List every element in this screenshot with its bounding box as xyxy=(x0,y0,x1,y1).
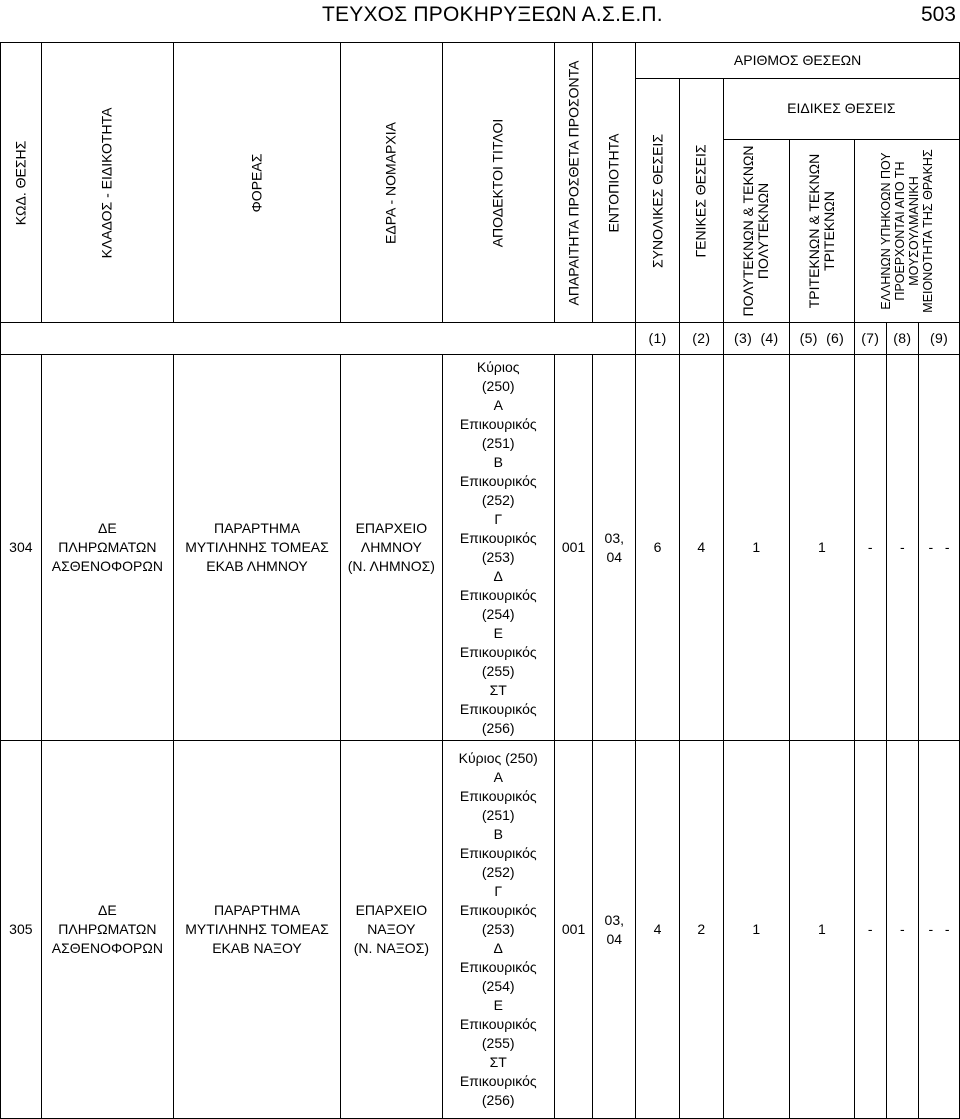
title-line: Γ xyxy=(494,883,503,899)
count-col-9: - - xyxy=(919,355,960,741)
title-line: Κύριος xyxy=(476,358,520,375)
position-branch: ΔΕ ΠΛΗΡΩΜΑΤΩΝ ΑΣΘΕΝΟΦΟΡΩΝ xyxy=(41,741,173,1119)
title-line: Κύριος (250) xyxy=(458,750,538,766)
title-line: (253) xyxy=(481,921,515,937)
col-number: (3) (4) xyxy=(723,323,789,355)
title-line: Επικουρικός xyxy=(459,1073,537,1089)
table-row xyxy=(1,355,960,741)
title-line: (251) xyxy=(481,807,515,823)
page-number: 503 xyxy=(920,3,956,26)
qualifications-code: 001 xyxy=(554,355,593,741)
header-positions-group: ΑΡΙΘΜΟΣ ΘΕΣΕΩΝ xyxy=(636,43,960,79)
title-line: (252) xyxy=(481,491,515,508)
column-numbers-row xyxy=(1,323,960,355)
title-line: Επικουρικός xyxy=(459,472,537,489)
header-qualifications: ΑΠΑΡΑΙΤΗΤΑ ΠΡΟΣΘΕΤΑ ΠΡΟΣΟΝΤΑ xyxy=(554,43,593,323)
position-code: 304 xyxy=(1,355,42,741)
position-agency: ΠΑΡΑΡΤΗΜΑ ΜΥΤΙΛΗΝΗΣ ΤΟΜΕΑΣ ΕΚΑΒ ΝΑΞΟΥ xyxy=(174,741,341,1119)
title-line: Επικουρικός xyxy=(459,845,537,861)
title-line: Επικουρικός xyxy=(459,643,537,660)
title-line: Α xyxy=(493,396,503,413)
count-three-children: 1 xyxy=(789,741,854,1119)
title-line: Ε xyxy=(493,624,503,641)
title-line: (252) xyxy=(481,864,515,880)
accepted-titles xyxy=(442,741,554,1119)
count-total: 6 xyxy=(636,355,680,741)
locality-codes: 03, 04 xyxy=(593,355,636,741)
position-code: 305 xyxy=(1,741,42,1119)
title-line: Β xyxy=(493,453,503,470)
count-many-children: 1 xyxy=(723,355,789,741)
title-line: (254) xyxy=(481,978,515,994)
header-seat: ΕΔΡΑ - ΝΟΜΑΡΧΙΑ xyxy=(340,43,442,323)
header-muslim-minority: ΕΛΛΗΝΩΝ ΥΠΗΚΟΩΝ ΠΟΥ ΠΡΟΕΡΧΟΝΤΑΙ ΑΠΟ ΤΗ ΜΟΥΣΟΥΛΜΑΝΙΚΗ ΜΕΙΟΝΟΤΗΤΑ ΤΗΣ ΘΡΑΚΗΣ xyxy=(854,139,959,322)
count-col-9: - - xyxy=(919,741,960,1119)
header-general: ΓΕΝΙΚΕΣ ΘΕΣΕΙΣ xyxy=(679,79,723,323)
title-line: Επικουρικός xyxy=(459,529,537,546)
col-number: (2) xyxy=(679,323,723,355)
title-line: (256) xyxy=(481,719,515,736)
count-col-7: - xyxy=(854,355,886,741)
publication-title: ΤΕΥΧΟΣ ΠΡΟΚΗΡΥΞΕΩΝ Α.Σ.Ε.Π. xyxy=(322,3,663,26)
position-branch: ΔΕ ΠΛΗΡΩΜΑΤΩΝ ΑΣΘΕΝΟΦΟΡΩΝ xyxy=(41,355,173,741)
title-line: Επικουρικός xyxy=(459,1016,537,1032)
header-total: ΣΥΝΟΛΙΚΕΣ ΘΕΣΕΙΣ xyxy=(636,79,680,323)
title-line: Επικουρικός xyxy=(459,700,537,717)
count-general: 4 xyxy=(679,355,723,741)
header-branch: ΚΛΑΔΟΣ - ΕΙΔΙΚΟΤΗΤΑ xyxy=(41,43,173,323)
title-line: Δ xyxy=(493,940,503,956)
count-col-7: - xyxy=(854,741,886,1119)
title-line: (251) xyxy=(481,434,515,451)
col-number: (8) xyxy=(886,323,919,355)
title-line: Δ xyxy=(493,567,503,584)
title-line: Επικουρικός xyxy=(459,586,537,603)
header-three-children: ΤΡΙΤΕΚΝΩΝ & ΤΕΚΝΩΝ ΤΡΙΤΕΚΝΩΝ xyxy=(789,139,854,322)
count-many-children: 1 xyxy=(723,741,789,1119)
positions-table xyxy=(0,42,960,1119)
title-line: (255) xyxy=(481,1035,515,1051)
header-titles: ΑΠΟΔΕΚΤΟΙ ΤΙΤΛΟΙ xyxy=(442,43,554,323)
count-general: 2 xyxy=(679,741,723,1119)
title-line: (254) xyxy=(481,605,515,622)
count-total: 4 xyxy=(636,741,680,1119)
title-line: Γ xyxy=(494,510,503,527)
title-line: Επικουρικός xyxy=(459,788,537,804)
count-three-children: 1 xyxy=(789,355,854,741)
page-header xyxy=(0,0,960,32)
title-line: Ε xyxy=(493,997,503,1013)
title-line: (250) xyxy=(481,377,515,394)
title-line: (255) xyxy=(481,662,515,679)
count-col-8: - xyxy=(886,355,919,741)
col-number: (9) xyxy=(919,323,960,355)
title-line: (253) xyxy=(481,548,515,565)
count-col-8: - xyxy=(886,741,919,1119)
header-many-children: ΠΟΛΥΤΕΚΝΩΝ & ΤΕΚΝΩΝ ΠΟΛΥΤΕΚΝΩΝ xyxy=(723,139,789,322)
title-line: Επικουρικός xyxy=(459,415,537,432)
title-line: Επικουρικός xyxy=(459,902,537,918)
header-locality: ΕΝΤΟΠΙΟΤΗΤΑ xyxy=(593,43,636,323)
accepted-titles xyxy=(442,355,554,741)
locality-codes: 03, 04 xyxy=(593,741,636,1119)
table-row xyxy=(1,741,960,1119)
title-line: Α xyxy=(493,769,503,785)
col-number: (5) (6) xyxy=(789,323,854,355)
header-special-group: ΕΙΔΙΚΕΣ ΘΕΣΕΙΣ xyxy=(723,79,959,140)
position-agency: ΠΑΡΑΡΤΗΜΑ ΜΥΤΙΛΗΝΗΣ ΤΟΜΕΑΣ ΕΚΑΒ ΛΗΜΝΟΥ xyxy=(174,355,341,741)
title-line: (256) xyxy=(481,1092,515,1108)
position-seat: ΕΠΑΡΧΕΙΟ ΛΗΜΝΟΥ (Ν. ΛΗΜΝΟΣ) xyxy=(340,355,442,741)
col-number: (7) xyxy=(854,323,886,355)
title-line: Β xyxy=(493,826,503,842)
qualifications-code: 001 xyxy=(554,741,593,1119)
title-line: ΣΤ xyxy=(489,1054,507,1070)
position-seat: ΕΠΑΡΧΕΙΟ ΝΑΞΟΥ (Ν. ΝΑΞΟΣ) xyxy=(340,741,442,1119)
header-code: ΚΩΔ. ΘΕΣΗΣ xyxy=(1,43,42,323)
title-line: ΣΤ xyxy=(489,681,507,698)
col-number: (1) xyxy=(636,323,680,355)
header-agency: ΦΟΡΕΑΣ xyxy=(174,43,341,323)
title-line: Επικουρικός xyxy=(459,959,537,975)
